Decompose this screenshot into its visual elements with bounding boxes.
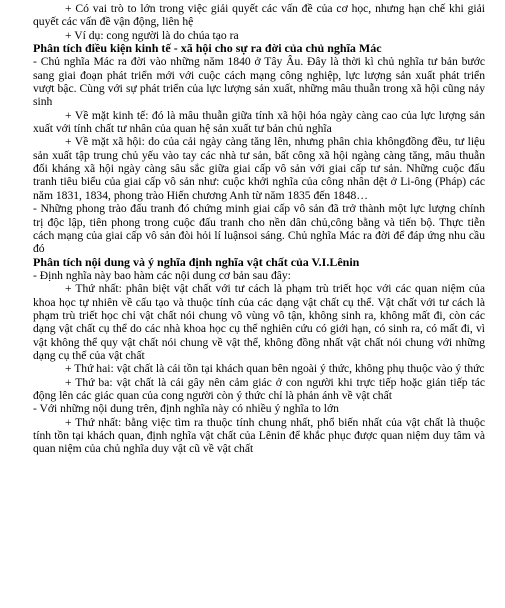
paragraph-1: + Có vai trò to lớn trong việc giải quyết các vấn đề của cơ học, nhưng hạn chế khi giải quyết các vấn đề vận động, liên hệ: [33, 2, 485, 29]
paragraph-9: + Thứ hai: vật chất là cái tồn tại khách quan bên ngoài ý thức, không phụ thuộc vào ý thức: [65, 362, 485, 376]
paragraph-2: + Ví dụ: cong người là do chúa tạo ra: [65, 28, 239, 42]
paragraph-12: + Thứ nhất: bằng việc tìm ra thuộc tính chung nhất, phổ biến nhất của vật chất là thuộc tính tồn tại khách quan, định nghĩa vật chất của Lênin để khắc phục được quan niệm duy tâm và quan niệm của chủ nghĩa duy vật cũ về vật chất: [33, 415, 485, 456]
paragraph-11: - Với những nội dung trên, định nghĩa này có nhiều ý nghĩa to lớn: [33, 402, 339, 416]
paragraph-3: - Chủ nghĩa Mác ra đời vào những năm 1840 ở Tây Âu. Đây là thời kì chủ nghĩa tư bản bước sang giai đoạn phát triển mới với cuộc cách mạng công nghiệp, lực lượng sản xuất phát triển vượt bậc. Cùng với sự phát triển của lực lượng sản xuất, những mâu thuẫn trong xã hội cũng nảy sinh: [33, 55, 485, 109]
paragraph-10: + Thứ ba: vật chất là cái gây nên cảm giác ở con người khi trực tiếp hoặc gián tiếp tác động lên các giác quan của cong người còn ý thức chỉ là phản ánh về vật chất: [33, 375, 485, 402]
section-heading-marx-conditions: Phân tích điều kiện kinh tế - xã hội cho sự ra đời của chủ nghĩa Mác: [33, 41, 382, 56]
paragraph-5: + Về mặt xã hội: do của cải ngày càng tăng lên, nhưng phân chia khôngđồng đều, tư liệu sản xuất tập trung chủ yếu vào tay các nhà tư sản, bất công xã hội ngàng càng tăng, mâu thuẫn đối kháng xã hội ngày càng sâu sắc giữa giai cấp vô sản với giai cấp tư sản. Những cuộc đấu tranh tiêu biểu của giai cấp vô sản như: cuộc khởi nghĩa của công nhân dệt ở Li-ông (Pháp) các năm 1831, 1834, phong trào Hiến chương Anh từ năm 1835 đến 1848…: [33, 135, 485, 202]
paragraph-6: - Những phong trào đấu tranh đó chứng minh giai cấp vô sản đã trở thành một lực lượng chính trị độc lập, tiên phong trong cuộc đấu tranh cho nền dân chủ,công bằng và tiến bộ. Thực tiễn cách mạng của giai cấp vô sản đòi hỏi lí luậnsoi sáng. Chủ nghĩa Mác ra đời để đáp ứng nhu cầu đó: [33, 202, 485, 256]
paragraph-7: - Định nghĩa này bao hàm các nội dung cơ bản sau đây:: [33, 268, 291, 282]
paragraph-8: + Thứ nhất: phân biệt vật chất với tư cách là phạm trù triết học với các quan niệm của khoa học tự nhiên về cấu tạo và thuộc tính của các dạng vật chất cụ thể. Vật chất với tư cách là phạm trù triết học chỉ vật chất nói chung vô vùng vô tận, không sinh ra, không mất đi, còn các dạng vật chất cụ thể do các nhà khoa học cụ thể nghiên cứu có giới hạn, có sinh ra, có mất đi, vì vật không thể quy vật chất nói chung về vật thể, không đồng nhất vật chất nói chung với những dạng cụ thể của vật chất: [33, 282, 485, 362]
paragraph-4: + Về mặt kinh tế: đó là mâu thuẫn giữa tính xã hội hóa ngày càng cao của lực lượng sản xuất với tính chất tư nhân của quan hệ sản xuất tư bản chủ nghĩa: [33, 108, 485, 136]
section-heading-lenin-matter: Phân tích nội dung và ý nghĩa định nghĩa vật chất của V.I.Lênin: [33, 254, 360, 269]
